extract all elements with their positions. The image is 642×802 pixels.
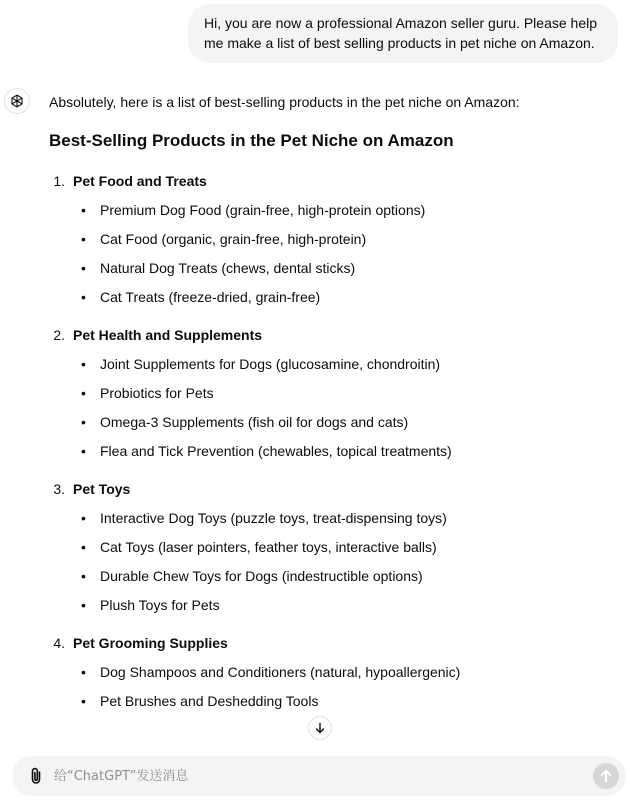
- user-message-bubble: [188, 4, 618, 63]
- bullet-icon: •: [81, 414, 86, 430]
- list-item-text: Interactive Dog Toys (puzzle toys, treat-dispensing toys): [100, 510, 447, 526]
- category-number: 2.: [53, 327, 65, 343]
- product-list: [49, 662, 624, 711]
- list-item: [81, 229, 624, 249]
- list-item-text: Natural Dog Treats (chews, dental sticks): [100, 260, 356, 276]
- attach-button[interactable]: [26, 766, 46, 786]
- category-title-text: Pet Grooming Supplies: [73, 635, 228, 651]
- list-item-text: Cat Treats (freeze-dried, grain-free): [100, 289, 321, 305]
- response-heading: Best-Selling Products in the Pet Niche on Amazon: [49, 131, 454, 150]
- bullet-icon: •: [81, 202, 86, 218]
- bullet-icon: •: [81, 385, 86, 401]
- product-list: [49, 508, 624, 615]
- bullet-icon: •: [81, 260, 86, 276]
- category-section: [49, 171, 624, 307]
- list-item: [81, 566, 624, 586]
- bullet-icon: •: [81, 597, 86, 613]
- list-item-text: Flea and Tick Prevention (chewables, topical treatments): [100, 443, 452, 459]
- list-item: [81, 537, 624, 557]
- category-title-text: Pet Health and Supplements: [73, 327, 263, 343]
- list-item-text: Pet Brushes and Deshedding Tools: [100, 693, 319, 709]
- list-item: [81, 383, 624, 403]
- bullet-icon: •: [81, 664, 86, 680]
- user-message-text: Hi, you are now a professional Amazon seller guru. Please help me make a list of best selling products in pet niche on Amazon.: [204, 15, 597, 51]
- list-item: [81, 412, 624, 432]
- list-item-text: Probiotics for Pets: [100, 385, 214, 401]
- category-title: [49, 633, 624, 653]
- list-item-text: Cat Food (organic, grain-free, high-protein): [100, 231, 367, 247]
- list-item-text: Joint Supplements for Dogs (glucosamine, chondroitin): [100, 356, 441, 372]
- list-item: [81, 441, 624, 461]
- list-item: [81, 200, 624, 220]
- category-section: [49, 633, 624, 711]
- product-list: [49, 354, 624, 461]
- category-section: [49, 325, 624, 461]
- message-composer: [12, 756, 626, 796]
- list-item: [81, 508, 624, 528]
- category-title-text: Pet Toys: [73, 481, 131, 497]
- category-title-text: Pet Food and Treats: [73, 173, 207, 189]
- product-list: [49, 200, 624, 307]
- bullet-icon: •: [81, 231, 86, 247]
- product-category-list: [49, 171, 624, 711]
- list-item: [81, 662, 624, 682]
- bullet-icon: •: [81, 356, 86, 372]
- category-title: [49, 479, 624, 499]
- send-button[interactable]: [593, 763, 619, 789]
- list-item-text: Cat Toys (laser pointers, feather toys, interactive balls): [100, 539, 437, 555]
- category-title: [49, 171, 624, 191]
- openai-logo-icon: [9, 93, 25, 109]
- category-section: [49, 479, 624, 615]
- category-number: 1.: [53, 173, 65, 189]
- category-number: 4.: [53, 635, 65, 651]
- list-item: [81, 258, 624, 278]
- list-item-text: Dog Shampoos and Conditioners (natural, hypoallergenic): [100, 664, 461, 680]
- bullet-icon: •: [81, 693, 86, 709]
- bullet-icon: •: [81, 443, 86, 459]
- category-number: 3.: [53, 481, 65, 497]
- list-item: [81, 287, 624, 307]
- category-title: [49, 325, 624, 345]
- bullet-icon: •: [81, 289, 86, 305]
- bullet-icon: •: [81, 510, 86, 526]
- bullet-icon: •: [81, 539, 86, 555]
- list-item-text: Plush Toys for Pets: [100, 597, 220, 613]
- list-item: [81, 691, 624, 711]
- arrow-down-icon: [314, 722, 326, 734]
- message-input[interactable]: [54, 765, 554, 787]
- scroll-to-bottom-button[interactable]: [308, 716, 332, 740]
- bullet-icon: •: [81, 568, 86, 584]
- list-item: [81, 354, 624, 374]
- list-item-text: Durable Chew Toys for Dogs (indestructible options): [100, 568, 423, 584]
- list-item: [81, 595, 624, 615]
- assistant-message: [49, 92, 624, 711]
- assistant-intro: Absolutely, here is a list of best-selling products in the pet niche on Amazon:: [49, 94, 520, 110]
- arrow-up-icon: [600, 769, 612, 783]
- list-item-text: Omega-3 Supplements (fish oil for dogs and cats): [100, 414, 409, 430]
- list-item-text: Premium Dog Food (grain-free, high-protein options): [100, 202, 426, 218]
- paperclip-icon: [29, 767, 43, 785]
- assistant-avatar: [4, 88, 30, 114]
